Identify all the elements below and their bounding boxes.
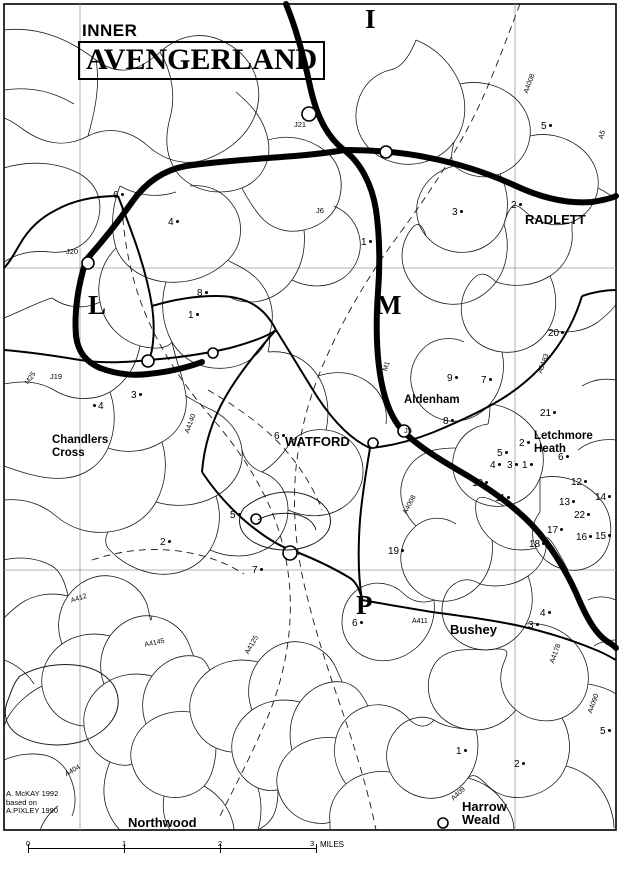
title-main-box: [78, 41, 325, 80]
site-number: 15: [595, 531, 607, 542]
site-marker[interactable]: [600, 726, 611, 737]
site-dot-icon: [549, 124, 552, 127]
junction-label-j19: J19: [50, 372, 63, 381]
site-number: 21: [540, 408, 552, 419]
road-label-a4145: A4145: [144, 637, 166, 649]
site-dot-icon: [522, 762, 525, 765]
site-dot-icon: [561, 331, 564, 334]
site-number: 10: [472, 478, 484, 489]
site-dot-icon: [196, 313, 199, 316]
site-dot-icon: [168, 540, 171, 543]
site-number: 6: [274, 431, 280, 442]
sector-letter-m: M: [376, 290, 402, 320]
site-dot-icon: [93, 404, 96, 407]
town-label-harrow-weald: Harrow Weald: [462, 799, 507, 827]
site-number: 19: [388, 546, 400, 557]
site-marker[interactable]: [571, 477, 587, 488]
junction-label-j21: J21: [294, 120, 307, 129]
site-marker[interactable]: [472, 478, 488, 489]
road-label-a5: A5: [598, 129, 607, 140]
site-number: 4: [540, 608, 546, 619]
site-marker[interactable]: [547, 525, 563, 536]
site-marker[interactable]: [188, 310, 199, 321]
sector-letter-p: P: [356, 590, 373, 620]
site-marker[interactable]: [160, 537, 171, 548]
credit-line-2: based on: [6, 797, 37, 807]
site-number: 3: [131, 390, 137, 401]
site-dot-icon: [238, 513, 241, 516]
site-dot-icon: [589, 535, 592, 538]
site-marker[interactable]: [574, 510, 590, 521]
site-marker[interactable]: [361, 237, 372, 248]
site-dot-icon: [121, 193, 124, 196]
site-dot-icon: [455, 376, 458, 379]
junction-label-j5: J5: [404, 426, 412, 435]
site-marker[interactable]: [452, 207, 463, 218]
site-marker[interactable]: [497, 448, 508, 459]
sector-letter-i: I: [365, 4, 376, 34]
site-marker[interactable]: [456, 746, 467, 757]
site-marker[interactable]: [113, 190, 124, 201]
site-marker[interactable]: [522, 460, 533, 471]
site-dot-icon: [587, 513, 590, 516]
site-number: 22: [574, 510, 586, 521]
site-marker[interactable]: [540, 608, 551, 619]
site-dot-icon: [572, 500, 575, 503]
site-marker[interactable]: [93, 401, 104, 412]
map-title-block: [78, 22, 328, 80]
site-dot-icon: [527, 441, 530, 444]
site-number: 4: [168, 217, 174, 228]
site-marker[interactable]: [197, 288, 208, 299]
scale-tick: [316, 844, 317, 853]
town-label-letchmore-heath: Letchmore Heath: [534, 430, 593, 455]
site-number: 3: [507, 460, 513, 471]
site-number: 13: [559, 497, 571, 508]
credit-line-3: A.PIXLEY 1990: [6, 806, 58, 815]
site-number: 1: [522, 460, 528, 471]
site-dot-icon: [401, 549, 404, 552]
site-marker[interactable]: [528, 620, 539, 631]
site-marker[interactable]: [507, 460, 518, 471]
site-dot-icon: [451, 419, 454, 422]
road-label-a4140: A4140: [184, 412, 198, 435]
site-number: 17: [547, 525, 559, 536]
site-number: 7: [481, 375, 487, 386]
credit-line-1: A. McKAY 1992: [6, 789, 59, 798]
site-number: 3: [528, 620, 534, 631]
site-number: 2: [160, 537, 166, 548]
site-marker[interactable]: [529, 539, 545, 550]
road-label-a4008-north: A4008: [523, 72, 537, 95]
site-number: 1: [188, 310, 194, 321]
site-dot-icon: [519, 203, 522, 206]
title-line-main: AVENGERLAND: [86, 43, 318, 76]
site-number: 14: [595, 492, 607, 503]
site-marker[interactable]: [131, 390, 142, 401]
site-number: 5: [230, 510, 236, 521]
site-marker[interactable]: [388, 546, 404, 557]
site-marker[interactable]: [495, 493, 510, 504]
site-marker[interactable]: [230, 510, 241, 521]
road-label-a5183: A5183: [537, 352, 551, 375]
site-marker[interactable]: [352, 618, 363, 629]
site-marker[interactable]: [168, 217, 179, 228]
site-number: 2: [514, 759, 520, 770]
site-number: 6: [352, 618, 358, 629]
site-marker[interactable]: [595, 531, 611, 542]
site-dot-icon: [507, 496, 510, 499]
site-number: 8: [443, 416, 449, 427]
town-label-radlett: RADLETT: [525, 212, 586, 227]
scale-line: [28, 848, 316, 849]
site-number: 5: [600, 726, 606, 737]
site-number: 6: [113, 190, 119, 201]
town-label-bushey: Bushey: [450, 622, 497, 637]
scale-number-2: 2: [218, 839, 223, 848]
site-marker[interactable]: [252, 565, 263, 576]
road-label-a4008-south: A4008: [402, 494, 418, 516]
site-marker[interactable]: [558, 452, 569, 463]
site-dot-icon: [205, 291, 208, 294]
site-dot-icon: [360, 621, 363, 624]
title-line-inner: INNER: [82, 21, 138, 40]
site-dot-icon: [505, 451, 508, 454]
site-dot-icon: [566, 455, 569, 458]
road-label-a404: A404: [64, 763, 82, 779]
site-number: 5: [497, 448, 503, 459]
site-dot-icon: [139, 393, 142, 396]
site-marker[interactable]: [490, 460, 501, 471]
site-dot-icon: [548, 611, 551, 614]
credit-block: [6, 790, 58, 816]
scale-number-3: 3: [310, 839, 315, 848]
site-number: 1: [361, 237, 367, 248]
site-dot-icon: [498, 463, 501, 466]
road-label-a4178: A4178: [549, 642, 563, 665]
site-marker[interactable]: [274, 431, 285, 442]
site-marker[interactable]: [595, 492, 611, 503]
site-number: 12: [571, 477, 583, 488]
road-label-a409: A409: [450, 786, 467, 803]
junction-label-j6: J6: [316, 206, 324, 215]
site-number: 4: [98, 401, 104, 412]
site-dot-icon: [282, 434, 285, 437]
site-marker[interactable]: [481, 375, 492, 386]
site-dot-icon: [584, 480, 587, 483]
site-dot-icon: [530, 463, 533, 466]
site-dot-icon: [542, 542, 545, 545]
road-label-a412: A412: [70, 592, 88, 605]
site-number: 8: [197, 288, 203, 299]
scale-number-1: 1: [122, 839, 127, 848]
junction-label-j20: J20: [66, 247, 79, 256]
site-number: 11: [495, 493, 506, 504]
site-number: 7: [252, 565, 258, 576]
town-label-watford: WATFORD: [285, 434, 350, 449]
site-number: 6: [558, 452, 564, 463]
site-dot-icon: [369, 240, 372, 243]
site-number: 16: [576, 532, 588, 543]
site-dot-icon: [608, 495, 611, 498]
site-number: 4: [490, 460, 496, 471]
site-marker[interactable]: [443, 416, 454, 427]
site-dot-icon: [608, 534, 611, 537]
site-dot-icon: [489, 378, 492, 381]
site-marker[interactable]: [559, 497, 575, 508]
site-dot-icon: [460, 210, 463, 213]
site-dot-icon: [608, 729, 611, 732]
site-dot-icon: [464, 749, 467, 752]
site-marker[interactable]: [511, 200, 522, 211]
site-marker[interactable]: [519, 438, 530, 449]
site-marker[interactable]: [540, 408, 556, 419]
site-number: 5: [541, 121, 547, 132]
road-label-a4125: A4125: [244, 634, 261, 656]
site-number: 9: [447, 373, 453, 384]
site-dot-icon: [485, 481, 488, 484]
site-dot-icon: [536, 623, 539, 626]
scale-number-0: 0: [26, 839, 31, 848]
road-label-m25: M25: [24, 370, 38, 387]
site-number: 2: [519, 438, 525, 449]
scale-unit-label: MILES: [320, 840, 345, 849]
site-number: 3: [452, 207, 458, 218]
road-label-a411: A411: [412, 618, 428, 625]
site-number: 2: [511, 200, 517, 211]
site-number: 20: [548, 328, 560, 339]
road-label-a4090: A4090: [587, 692, 601, 715]
site-dot-icon: [560, 528, 563, 531]
site-number: 1: [456, 746, 462, 757]
scale-bar: [28, 840, 316, 856]
town-label-northwood: Northwood: [128, 815, 197, 830]
site-dot-icon: [515, 463, 518, 466]
site-number: 18: [529, 539, 541, 550]
site-marker[interactable]: [514, 759, 525, 770]
site-marker[interactable]: [447, 373, 458, 384]
town-label-chandlers-cross: Chandlers Cross: [52, 434, 109, 459]
road-label-m1: M1: [382, 360, 392, 373]
site-dot-icon: [553, 411, 556, 414]
site-marker[interactable]: [548, 328, 564, 339]
site-dot-icon: [176, 220, 179, 223]
town-label-aldenham: Aldenham: [404, 394, 460, 406]
sector-letter-l: L: [88, 290, 107, 320]
site-marker[interactable]: [576, 532, 592, 543]
site-dot-icon: [260, 568, 263, 571]
site-marker[interactable]: [541, 121, 552, 132]
